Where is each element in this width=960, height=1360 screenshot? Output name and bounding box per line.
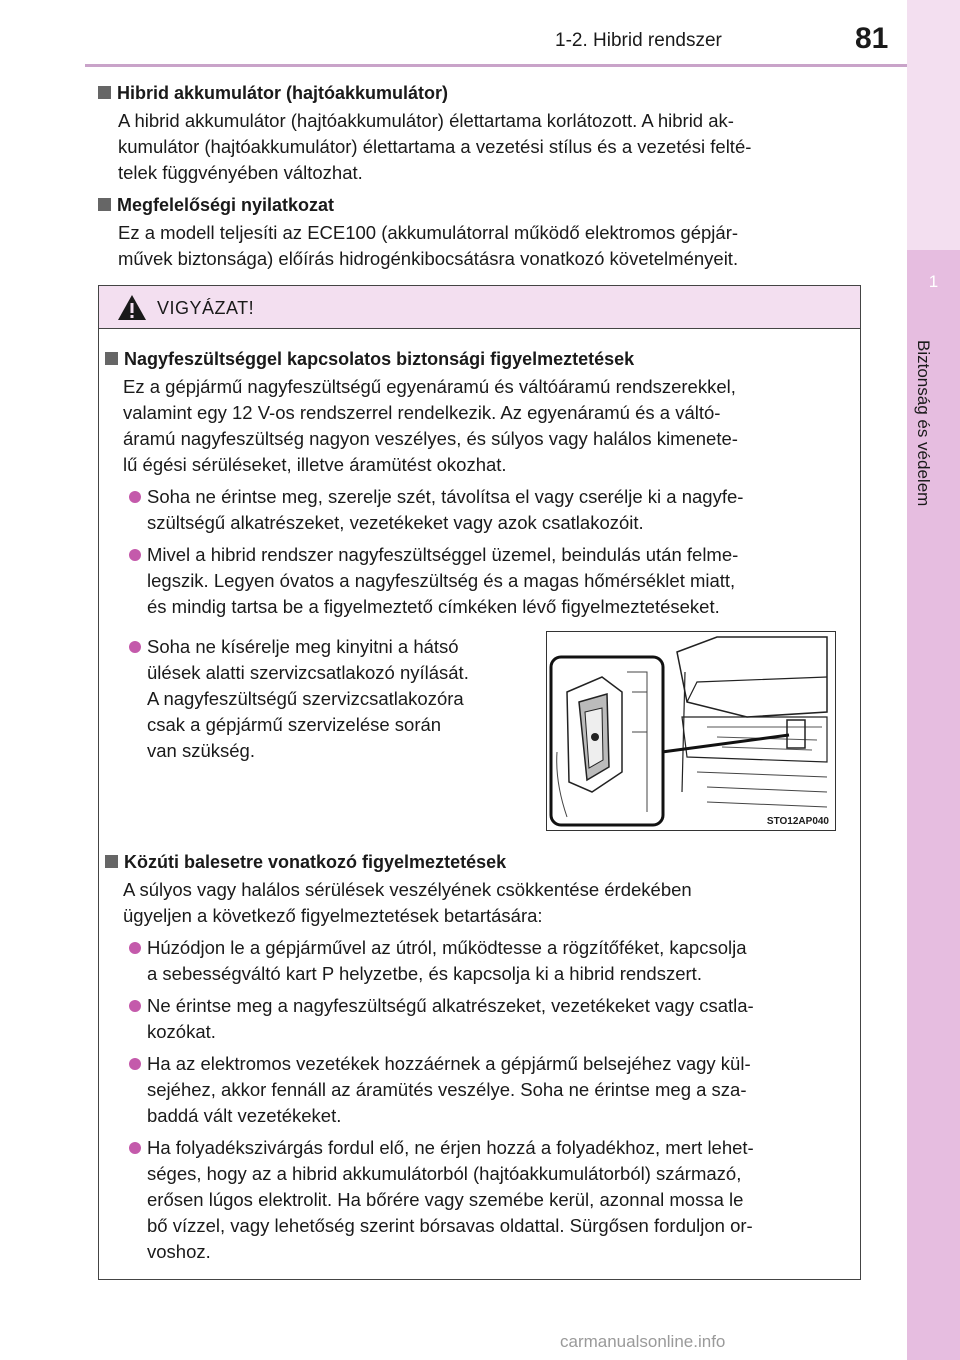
section-heading: Hibrid akkumulátor (hajtóakkumulátor) <box>98 80 858 106</box>
warning-box <box>98 285 861 1280</box>
section-hybrid-battery <box>98 80 858 186</box>
service-plug-illustration <box>546 631 836 831</box>
rear-seat-service-plug-image <box>547 632 834 829</box>
chapter-title: Biztonság és védelem <box>914 340 933 507</box>
warning-triangle-icon <box>117 294 147 321</box>
bullet-dot-icon <box>129 491 141 503</box>
bullet-dot-icon <box>129 942 141 954</box>
side-tab-top <box>907 0 960 250</box>
list-item: Mivel a hibrid rendszer nagyfeszültséggel üzemel, beindulás után felme- legszik. Legyen óvatos a nagyfeszültség és a magas hőmérséklet miatt, és mindig tartsa be a figyelmeztető címkéken lévő figyelmeztetéseket. <box>129 542 855 620</box>
list-item: Ne érintse meg a nagyfeszültségű alkatrészeket, vezetékeket vagy csatla- kozókat. <box>129 993 855 1045</box>
bullet-dot-icon <box>129 549 141 561</box>
section-text: Ez a gépjármű nagyfeszültségű egyenáramú és váltóáramú rendszerekkel, valamint egy 12 V-os rendszerrel rendelkezik. Az egyenáramú és a váltó- áramú nagyfeszültség nagyon veszélyes, és súlyos vagy halálos kimenete- lű égési sérüléseket, illetve áramütést okozhat. <box>123 376 738 475</box>
section-heading: Nagyfeszültséggel kapcsolatos biztonsági figyelmeztetések <box>105 346 855 372</box>
bullet-dot-icon <box>129 1000 141 1012</box>
bullet-dot-icon <box>129 1142 141 1154</box>
section-heading: Közúti balesetre vonatkozó figyelmeztetések <box>105 849 855 875</box>
list-item: Soha ne érintse meg, szerelje szét, távolítsa el vagy cserélje ki a nagyfe- szültségű alkatrészeket, vezetékeket vagy azok csatlakozóit. <box>129 484 855 536</box>
watermark: carmanualsonline.info <box>560 1332 726 1351</box>
warning-header <box>99 286 860 329</box>
warning-label: VIGYÁZAT! <box>157 298 255 318</box>
bullet-dot-icon <box>129 641 141 653</box>
section-text: Ez a modell teljesíti az ECE100 (akkumulátorral működő elektromos gépjár- művek biztonsága) előírás hidrogénkibocsátásra vonatkozó követelményeit. <box>118 222 739 269</box>
square-bullet-icon <box>105 855 118 868</box>
section-text: A súlyos vagy halálos sérülések veszélyének csökkentése érdekében ügyeljen a következő figyelmeztetések betartására: <box>123 879 692 926</box>
list-item: Soha ne kísérelje meg kinyitni a hátsó ülések alatti szervizcsatlakozó nyílását. A nagyfeszültségű szervizcsatlakozóra csak a gépjármű szervizelése során van szükség. <box>129 634 545 764</box>
square-bullet-icon <box>98 198 111 211</box>
chapter-number: 1 <box>928 272 939 291</box>
square-bullet-icon <box>98 86 111 99</box>
section-heading: Megfelelőségi nyilatkozat <box>98 192 858 218</box>
section-title: 1-2. Hibrid rendszer <box>555 30 722 51</box>
square-bullet-icon <box>105 352 118 365</box>
page-number: 81 <box>855 22 889 55</box>
list-item: Húzódjon le a gépjárművel az útról, működtesse a rögzítőféket, kapcsolja a sebességváltó kart P helyzetbe, és kapcsolja ki a hibrid rendszert. <box>129 935 855 987</box>
list-item: Ha folyadékszivárgás fordul elő, ne érjen hozzá a folyadékhoz, mert lehet- séges, hogy az a hibrid akkumulátorból (hajtóakkumulátorból) származó, erősen lúgos elektrolit. Ha bőrére vagy szemébe kerül, azonnal mossa le bő vízzel, vagy lehetőség szerint bórsavas oldattal. Sürgősen forduljon or- voshoz. <box>129 1135 855 1265</box>
list-item: Ha az elektromos vezetékek hozzáérnek a gépjármű belsejéhez vagy kül- sejéhez, akkor fennáll az áramütés veszélye. Soha ne érintse meg a sza- baddá vált vezetékeket. <box>129 1051 855 1129</box>
section-text: A hibrid akkumulátor (hajtóakkumulátor) élettartama korlátozott. A hibrid ak- kumulátor (hajtóakkumulátor) élettartama a vezetési stílus és a vezetési felté- telek függvényében változhat. <box>118 110 752 183</box>
section-conformity <box>98 192 858 272</box>
bullet-dot-icon <box>129 1058 141 1070</box>
warning-section-road-accident <box>105 849 855 1265</box>
header-divider <box>85 64 907 67</box>
figure-code: STO12AP040 <box>766 816 829 827</box>
